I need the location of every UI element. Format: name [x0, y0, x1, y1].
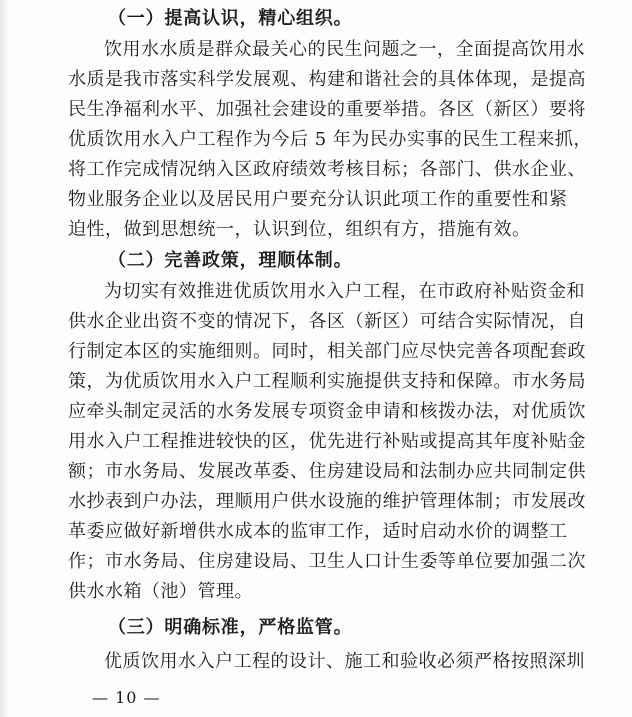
- paragraph-line: 优质饮用水入户工程的设计、施工和验收必须严格按照深圳: [104, 651, 585, 672]
- paragraph-line: 优质饮用水入户工程作为今后 5 年为民办实事的民生工程来抓，: [68, 129, 592, 150]
- page-number: — 10 —: [92, 688, 161, 707]
- paragraph-line: 行制定本区的实施细则。同时，相关部门应尽快完善各项配套政: [68, 341, 586, 362]
- paragraph-line: 民生净福利水平、加强社会建设的重要举措。各区（新区）要将: [68, 99, 586, 120]
- paragraph-line: 额；市水务局、发展改革委、住房建设局和法制办应共同制定供: [68, 461, 586, 482]
- section-heading-1: （一）提高认识，精心组织。: [108, 8, 353, 29]
- paragraph-line: 作；市水务局、住房建设局、卫生人口计生委等单位要加强二次: [68, 551, 586, 572]
- paragraph-line: 水质是我市落实科学发展观、构建和谐社会的具体体现，是提高: [68, 69, 586, 90]
- paragraph-line: 革委应做好新增供水成本的监审工作，适时启动水价的调整工: [68, 521, 568, 542]
- paragraph-line: 供水水箱（池）管理。: [68, 581, 253, 602]
- scan-shadow-edge: [0, 0, 10, 717]
- paragraph-line: 策，为优质饮用水入户工程顺利实施提供支持和保障。市水务局: [68, 371, 586, 392]
- paragraph-line: 饮用水水质是群众最关心的民生问题之一，全面提高饮用水: [104, 39, 585, 60]
- paragraph-line: 将工作完成情况纳入区政府绩效考核目标；各部门、供水企业、: [68, 159, 586, 180]
- paragraph-line: 为切实有效推进优质饮用水入户工程，在市政府补贴资金和: [104, 281, 585, 302]
- paragraph-line: 迫性，做到思想统一，认识到位，组织有方，措施有效。: [68, 219, 531, 240]
- section-heading-3: （三）明确标准，严格监管。: [108, 617, 353, 638]
- paragraph-line: 供水企业出资不变的情况下，各区（新区）可结合实际情况，自: [68, 311, 586, 332]
- paragraph-line: 应牵头制定灵活的水务发展专项资金申请和核拨办法，对优质饮: [68, 401, 586, 422]
- paragraph-line: 水抄表到户办法，理顺用户供水设施的维护管理体制；市发展改: [68, 491, 586, 512]
- paragraph-line: 物业服务企业以及居民用户要充分认识此项工作的重要性和紧: [68, 189, 568, 210]
- section-heading-2: （二）完善政策，理顺体制。: [108, 250, 353, 271]
- paragraph-line: 用水入户工程推进较快的区，优先进行补贴或提高其年度补贴金: [68, 431, 586, 452]
